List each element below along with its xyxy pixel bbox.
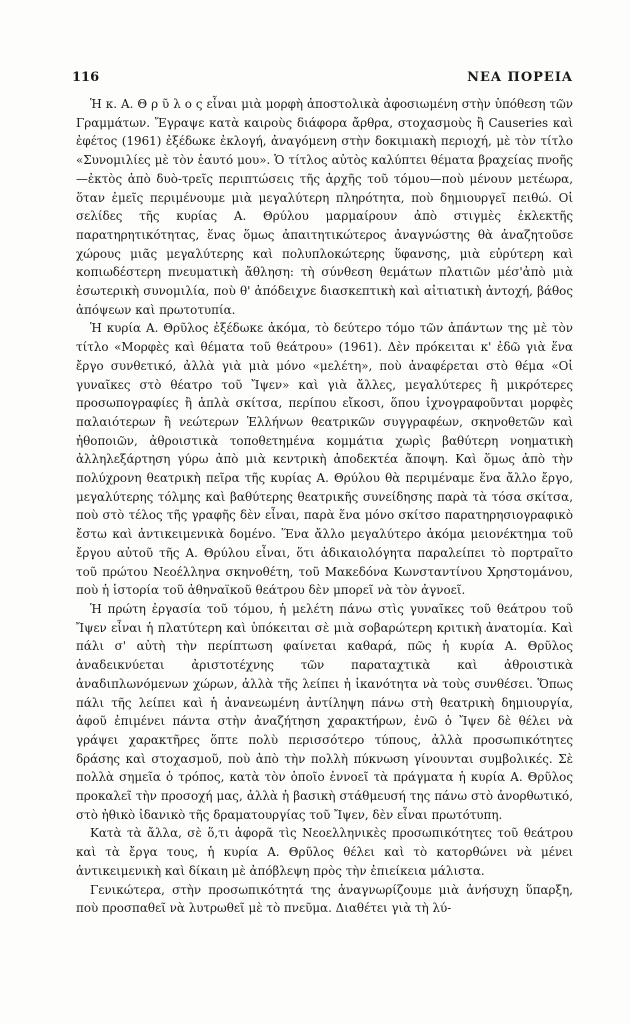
running-head: ΝΕΑ ΠΟΡΕΙΑ	[467, 70, 573, 85]
page-number: 116	[72, 70, 100, 85]
paragraph-second-volume: Ἡ κυρία Α. Θρῦλος ἐξέδωκε ἀκόμα, τὸ δεύτερο τόμο τῶν ἀπάντων της μὲ τὸν τίτλο «Μορφὲς καὶ θέματα τοῦ θεάτρου» (1961). Δὲν πρόκειται κ' ἐδῶ γιὰ ἕνα ἔργο συνθετικό, ἀλλὰ γιὰ μιὰ μόνο «μελέτη», ποὺ ἀναφέρεται στὸ θέμα «Οἱ γυναῖκες στὸ θέατρο τοῦ Ἴψεν» καὶ γιὰ ἄλλες, μεγαλύτερες ἢ μικρότερες προσωπογραφίες ἢ ἁπλὰ σκίτσα, περίπου εἴκοσι, ὅπου ἰχνογραφοῦνται μορφὲς παλαιότερων ἢ νεώτερων Ἑλλήνων θεατρικῶν συγγραφέων, σκηνοθετῶν καὶ ἠθοποιῶν, ἀθροιστικὰ τοποθετημένα κομμάτια χωρὶς βαθύτερη νοηματικὴ ἀλληλεξάρτηση γύρω ἀπὸ μιὰ κεντρικὴ ἀποδεκτέα ἄποψη. Καὶ ὅμως ἀπὸ τὴν πολύχρονη θεατρικὴ πεῖρα τῆς κυρίας Α. Θρύλου θὰ περιμέναμε ἕνα ἄλλο ἔργο, μεγαλύτερης τόλμης καὶ βαθύτερης θεατρικῆς συνείδησης παρὰ τὰ τόσα σκίτσα, ποὺ στὸ τέλος τῆς γραφῆς δὲν εἶναι, παρὰ ἕνα μόνο σκίτσο παρατηρησιογραφικὸ ἔστω καὶ ἀντικειμενικὰ δομένο. Ἕνα ἄλλο μεγαλύτερο ἀκόμα μειονέκτημα τοῦ ἔργου αὐτοῦ τῆς Α. Θρύλου εἶναι, ὅτι ἀδικαιολόγητα παραλείπει τὸ πορτραῖτο τοῦ πρώτου Νεοέλληνα σκηνοθέτη, τοῦ Μακεδόνα Κωνσταντίνου Χρηστομάνου, ποὺ ἡ ἱστορία τοῦ ἀθηναϊκοῦ θεάτρου δὲν μπορεῖ νὰ τὸν ἀγνοεῖ.	[76, 321, 573, 598]
body-text	[76, 95, 573, 1024]
paragraph-general: Γενικώτερα, στὴν προσωπικότητά της ἀναγνωρίζουμε μιὰ ἀνήσυχη ὕπαρξη, ποὺ προσπαθεῖ νὰ λυτρωθεῖ μὲ τὸ πνεῦμα. Διαθέτει γιὰ τὴ λύ-	[76, 882, 573, 916]
page-header	[72, 70, 573, 90]
paragraph-ibsen-study: Ἡ πρώτη ἐργασία τοῦ τόμου, ἡ μελέτη πάνω στὶς γυναῖκες τοῦ θεάτρου τοῦ Ἴψεν εἶναι ἡ πλατύτερη καὶ ὑπόκειται σὲ μιὰ σοβαρώτερη κριτικὴ ἀνατομία. Καὶ πάλι σ' αὐτὴ τὴν περίπτωση φαίνεται καθαρά, πῶς ἡ κυρία Α. Θρῦλος ἀναδεικνύεται ἀριστοτέχνης τῶν παραταχτικὰ καὶ ἀθροιστικὰ ἀναδιπλωνόμενων χώρων, ἀλλὰ τῆς λείπει ἡ ἱκανότητα νὰ τοὺς συνθέσει. Ὅπως πάλι τῆς λείπει καὶ ἡ ἀνανεωμένη ἀντίληψη πάνω στὴ θεατρικὴ δημιουργία, ἀφοῦ ἐπιμένει πάντα στὴν ἀναζήτηση χαρακτήρων, ἐνῶ ὁ Ἴψεν δὲ θέλει νὰ γράψει χαρακτῆρες ὅπτε πολὺ περισσότερο τύπους, ἀλλὰ προσωπικότητες δράσης καὶ στοχασμοῦ, ποὺ ἀπὸ τὴν πολλὴ πύκνωση γίνουνται συμβολικές. Σὲ πολλὰ σημεῖα ὁ τρόπος, κατὰ τὸν ὁποῖο ἐννοεῖ τὰ πράγματα ἡ κυρία Α. Θρῦλος προκαλεῖ τὴν προσοχή μας, ἀλλὰ ἡ βασικὴ στάθμευσή της πάνω στὸ ἀνορθωτικό, στὸ ἠθικὸ ἰδανικὸ τῆς δραματουργίας τοῦ Ἴψεν, δὲν εἶναι πρωτότυπη.	[76, 601, 573, 822]
paragraph-neohellenic: Κατὰ τὰ ἄλλα, σὲ ὅ,τι ἀφορᾶ τὶς Νεοελληνικὲς προσωπικότητες τοῦ θεάτρου καὶ τὰ ἔργα τους, ἡ κυρία Α. Θρῦλος θέλει καὶ τὸ κατορθώνει νὰ μένει ἀντικειμενικὴ καὶ δίκαιη μὲ ἀπόβλεψη πρὸς τὴν ἐπιείκεια μάλιστα.	[76, 826, 573, 878]
paragraph-intro: Ἡ κ. Α. Θ ρ ῦ λ ο ς εἶναι μιὰ μορφὴ ἀποστολικὰ ἀφοσιωμένη στὴν ὑπόθεση τῶν Γραμμάτων. Ἔγραψε κατὰ καιροὺς διάφορα ἄρθρα, στοχασμοὺς ἢ Causeries καὶ ἐφέτος (1961) ἐξέδωκε ἐκλογή, ἀναγόμενη στὴν δοκιμιακὴ περιοχή, μὲ τὸν τίτλο «Συνομιλίες μὲ τὸν ἑαυτό μου». Ὁ τίτλος αὐτὸς καλύπτει θέματα βραχείας πνοῆς—ἐκτὸς ἀπὸ δυὸ-τρεῖς περιπτώσεις τῆς ἀρχῆς τοῦ τόμου—ποὺ μένουν μετέωρα, ὅταν ἐμεῖς περιμένουμε μιὰ μεγαλύτερη πληρότητα, ποὺ δημιουργεῖ πειθώ. Οἱ σελίδες τῆς κυρίας Α. Θρύλου μαρμαίρουν ἀπὸ στιγμὲς ἐκλεκτῆς παρατηρητικότητας, ἕνας ὅμως ἀπαιτητικώτερος ἀναγνώστης θὰ ἀναζητοῦσε χώρους μιᾶς μεγαλύτερης καὶ πολυπλοκώτερης ὕφανσης, μιὰ εὐρύτερη καὶ κοπιωδέστερη πνευματικὴ ἄθληση: τὴ σύνθεση θεμάτων πλατιῶν μέσ'ἀπὸ μιὰ ἐσωτερικὴ συνομιλία, ποὺ θ' ἀπόδειχνε διασκεπτικὴ καὶ αἰτιατικὴ ἀντοχή, βάθος ἀπόψεων καὶ πρωτοτυπία.	[76, 97, 573, 317]
